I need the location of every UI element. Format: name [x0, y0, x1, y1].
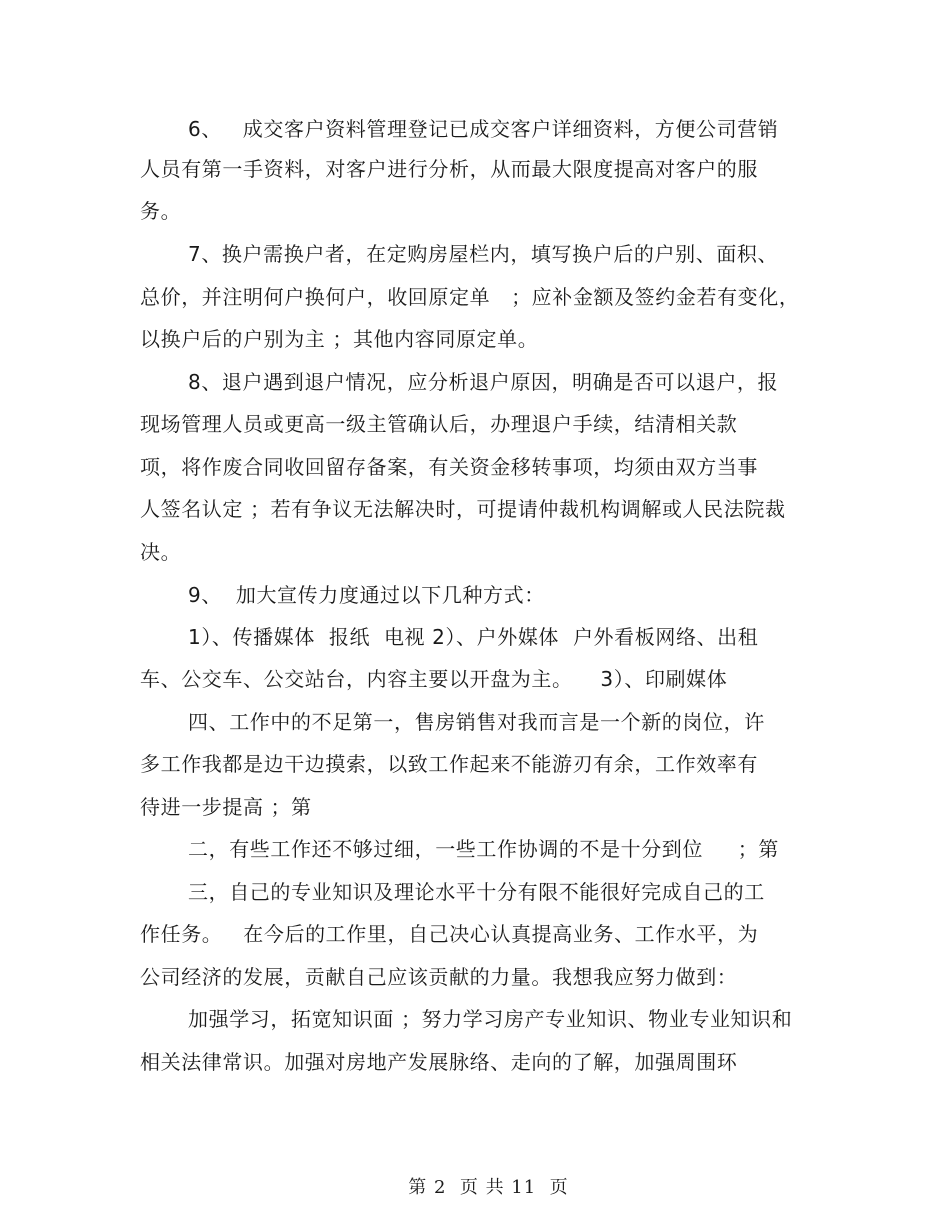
- text-line: 三，自己的专业知识及理论水平十分有限不能很好完成自己的工: [188, 880, 765, 904]
- text-line: 项，将作废合同收回留存备案，有关资金移转事项，均须由双方当事: [140, 455, 758, 479]
- text-line: 作任务。 在今后的工作里，自己决心认真提高业务、工作水平，为: [140, 922, 759, 946]
- text-line: 以换户后的户别为主 ；其他内容同原定单。: [140, 327, 539, 351]
- text-line: 人员有第一手资料，对客户进行分析，从而最大限度提高对客户的服: [140, 157, 758, 181]
- page-footer: [0, 1152, 950, 1224]
- text-line: 车、公交车、公交站台，内容主要以开盘为主。 3）、印刷媒体: [140, 667, 728, 691]
- text-line: 公司经济的发展，贡献自己应该贡献的力量。我想我应努力做到：: [140, 965, 738, 989]
- text-line: 现场管理人员或更高一级主管确认后，办理退户手续，结清相关款: [140, 412, 738, 436]
- page-number: 第 2 页 共 11 页: [408, 1177, 569, 1198]
- text-line: 决。: [140, 540, 182, 564]
- text-line: 9、 加大宣传力度通过以下几种方式：: [188, 583, 545, 607]
- text-line: 多工作我都是边干边摸索，以致工作起来不能游刃有余，工作效率有: [140, 752, 758, 776]
- text-line: 二，有些工作还不够过细，一些工作协调的不是十分到位 ；第: [188, 837, 779, 861]
- text-line: 总价，并注明何户换何户，收回原定单 ；应补金额及签约金若有变化，: [140, 285, 800, 309]
- text-line: 人签名认定 ；若有争议无法解决时，可提请仲裁机构调解或人民法院裁: [140, 497, 786, 521]
- text-line: 加强学习，拓宽知识面 ；努力学习房产专业知识、物业专业知识和: [188, 1007, 793, 1031]
- text-line: 相关法律常识。加强对房地产发展脉络、走向的了解，加强周围环: [140, 1050, 738, 1074]
- text-line: 7、换户需换户者，在定购房屋栏内，填写换户后的户别、面积、: [188, 242, 779, 266]
- text-line: 四、工作中的不足第一，售房销售对我而言是一个新的岗位，许: [188, 710, 765, 734]
- text-line: 1）、传播媒体 报纸 电视 2）、户外媒体 户外看板网络、出租: [188, 625, 759, 649]
- text-line: 8、退户遇到退户情况，应分析退户原因，明确是否可以退户，报: [188, 370, 779, 394]
- text-line: 待进一步提高 ；第: [140, 795, 312, 819]
- text-line: 6、 成交客户资料管理登记已成交客户详细资料，方便公司营销: [188, 117, 779, 141]
- text-line: 务。: [140, 199, 182, 223]
